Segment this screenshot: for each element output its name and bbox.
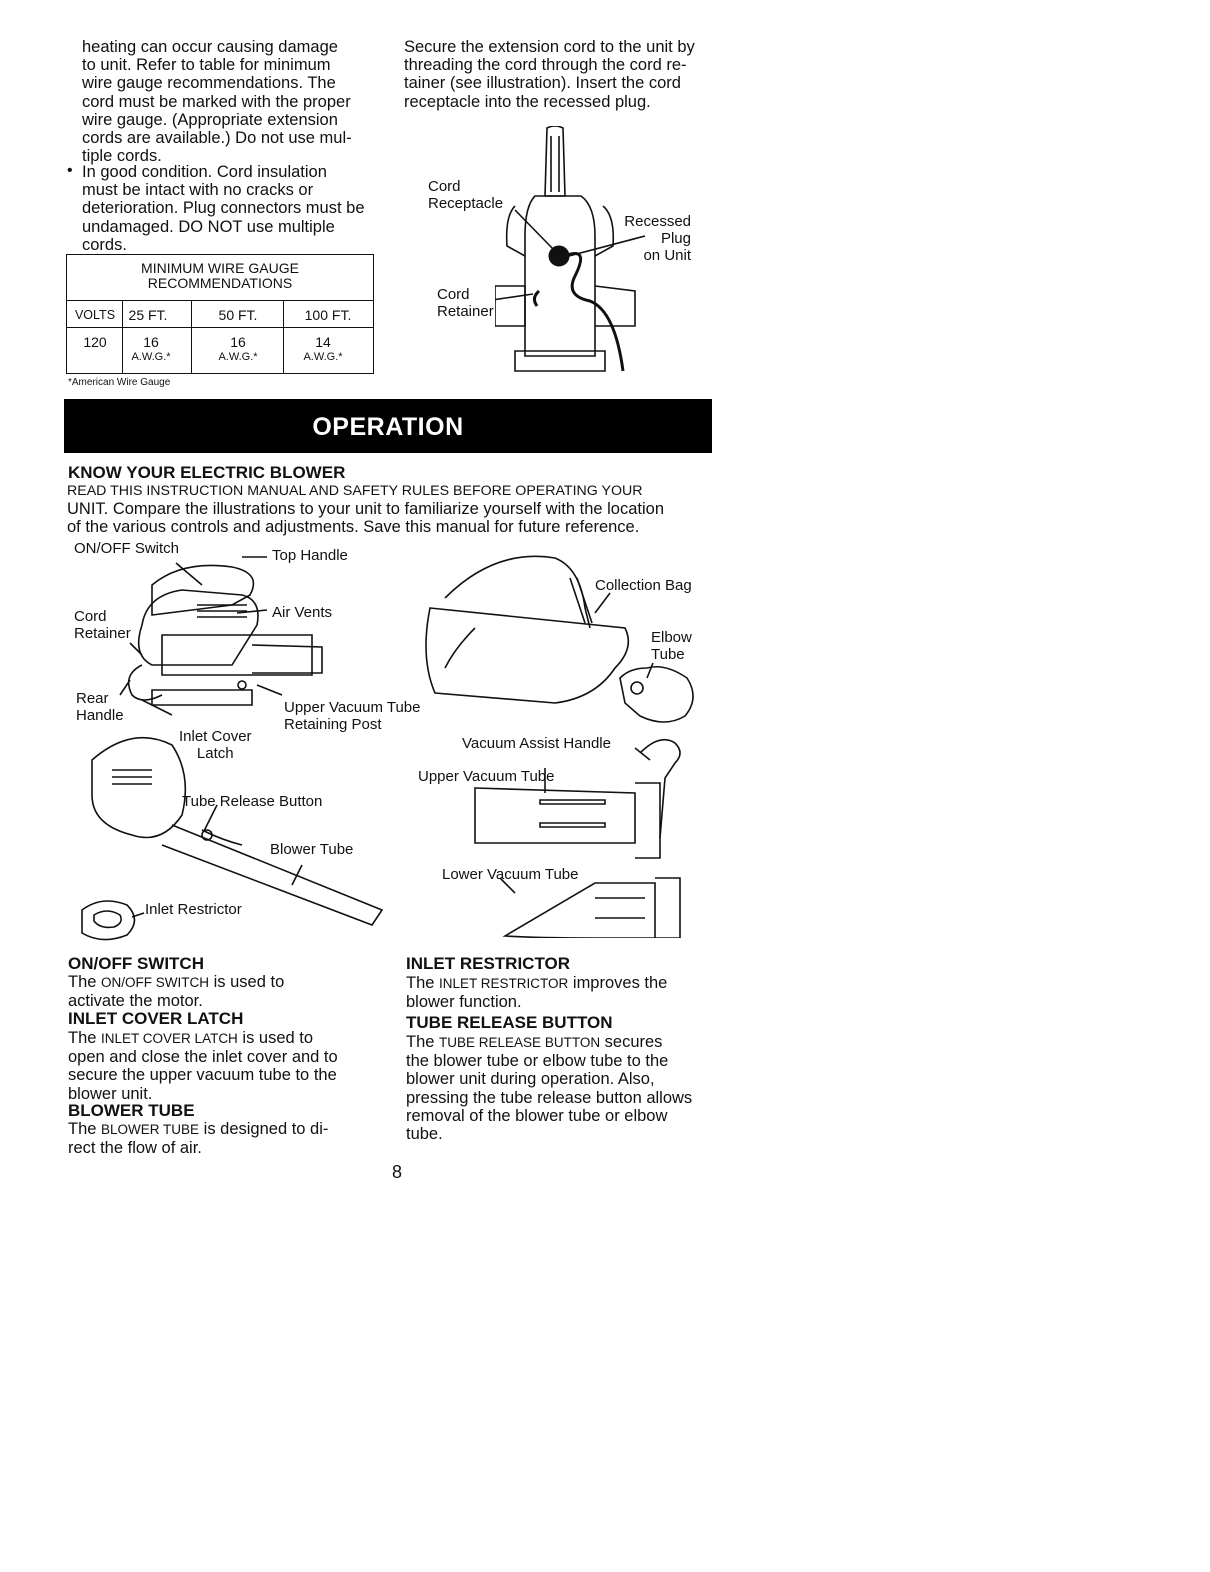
upper-vacuum-tube-post-label: Upper Vacuum Tube Retaining Post bbox=[284, 699, 421, 733]
tube-release-button-label: Tube Release Button bbox=[182, 793, 323, 810]
vacuum-assist-handle-label: Vacuum Assist Handle bbox=[462, 735, 611, 752]
operation-banner: OPERATION bbox=[64, 399, 712, 453]
onoff-switch-label: ON/OFF Switch bbox=[74, 540, 180, 557]
inlet-restrictor-label: Inlet Restrictor bbox=[145, 901, 242, 918]
table-divider bbox=[67, 327, 373, 328]
blower-tube-heading: BLOWER TUBE bbox=[68, 1101, 195, 1120]
inlet-cover-latch-text: The INLET COVER LATCH is used to open and close the inlet cover and to secure the upper vacuum tube to the blower unit. bbox=[68, 1029, 338, 1103]
blower-tube-label: Blower Tube bbox=[270, 841, 354, 858]
table-cell-100ft: 14 A.W.G.* bbox=[303, 334, 343, 363]
top-handle-label: Top Handle bbox=[272, 547, 348, 564]
table-cell-25ft: 16 A.W.G.* bbox=[131, 334, 171, 363]
table-divider bbox=[283, 301, 284, 373]
cord-retainer-label: Cord Retainer bbox=[437, 286, 494, 320]
cord-retainer-blower-label: Cord Retainer bbox=[74, 608, 131, 642]
upper-vacuum-tube-label: Upper Vacuum Tube bbox=[418, 768, 555, 785]
page-number: 8 bbox=[392, 1162, 403, 1182]
intro-paragraph: heating can occur causing damage to unit. Refer to table for minimum wire gauge recommendations. The cord must be marked with the proper wire gauge. (Appropriate extension cords are available.) Do not use mul- tiple cords. bbox=[82, 38, 352, 166]
inlet-restrictor-heading: INLET RESTRICTOR bbox=[406, 954, 571, 973]
lower-vacuum-tube-label: Lower Vacuum Tube bbox=[442, 866, 579, 883]
table-divider bbox=[191, 301, 192, 373]
inlet-cover-latch-label: Inlet Cover Latch bbox=[179, 728, 252, 762]
table-title: MINIMUM WIRE GAUGE RECOMMENDATIONS bbox=[141, 260, 299, 291]
know-blower-caps-line: READ THIS INSTRUCTION MANUAL AND SAFETY RULES BEFORE OPERATING YOUR bbox=[67, 483, 643, 499]
table-divider bbox=[67, 300, 373, 301]
table-cell-volts: 120 bbox=[83, 334, 107, 350]
table-header-volts: VOLTS bbox=[74, 308, 116, 322]
extension-cord-paragraph: Secure the extension cord to the unit by threading the cord through the cord re- tainer (see illustration). Insert the cord receptacle into the recessed plug. bbox=[404, 38, 695, 111]
wire-gauge-table bbox=[66, 254, 374, 374]
elbow-tube-label: Elbow Tube bbox=[651, 629, 692, 663]
inlet-cover-latch-heading: INLET COVER LATCH bbox=[68, 1009, 244, 1028]
table-cell-50ft: 16 A.W.G.* bbox=[218, 334, 258, 363]
table-header-25ft: 25 FT. bbox=[128, 307, 168, 323]
table-header-50ft: 50 FT. bbox=[218, 307, 258, 323]
table-header-100ft: 100 FT. bbox=[304, 307, 352, 323]
tube-release-button-heading: TUBE RELEASE BUTTON bbox=[406, 1013, 613, 1032]
blower-tube-text: The BLOWER TUBE is designed to di- rect the flow of air. bbox=[68, 1120, 329, 1158]
onoff-switch-text: The ON/OFF SWITCH is used to activate the motor. bbox=[68, 973, 285, 1011]
bullet-icon: • bbox=[67, 162, 73, 179]
cord-receptacle-label: Cord Receptacle bbox=[428, 178, 504, 212]
air-vents-label: Air Vents bbox=[272, 604, 333, 621]
tube-release-button-text: The TUBE RELEASE BUTTON secures the blower tube or elbow tube to the blower unit during operation. Also, pressing the tube release button allows removal of the blower tube or elbow tube. bbox=[406, 1033, 693, 1144]
recessed-plug-label: Recessed Plug on Unit bbox=[624, 213, 691, 264]
know-blower-heading: KNOW YOUR ELECTRIC BLOWER bbox=[68, 463, 346, 482]
onoff-switch-heading: ON/OFF SWITCH bbox=[68, 954, 204, 973]
collection-bag-label: Collection Bag bbox=[595, 577, 692, 594]
inlet-restrictor-text: The INLET RESTRICTOR improves the blower function. bbox=[406, 974, 668, 1012]
table-footnote: *American Wire Gauge bbox=[68, 377, 171, 388]
know-blower-paragraph: UNIT. Compare the illustrations to your unit to familiarize yourself with the location of the various controls and adjustments. Save this manual for future reference. bbox=[67, 500, 665, 537]
rear-handle-label: Rear Handle bbox=[76, 690, 124, 724]
cord-condition-bullet: In good condition. Cord insulation must be intact with no cracks or deterioration. Plug connectors must be undamaged. DO NOT use multiple cords. bbox=[82, 163, 365, 254]
